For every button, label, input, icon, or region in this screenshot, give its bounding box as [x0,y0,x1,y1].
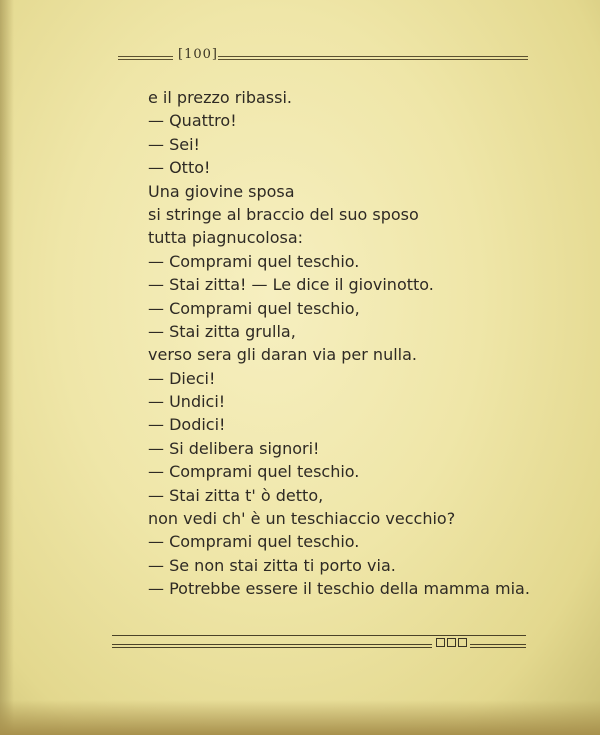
footer-rule-right [470,644,526,648]
footer-rule-top [112,635,526,636]
ornament-box [447,638,456,647]
poem-line: — Se non stai zitta ti porto via. [148,555,396,575]
poem-line: e il prezzo ribassi. [148,88,292,107]
header-rule-right [218,56,528,60]
poem-line: — Comprami quel teschio. [148,462,360,482]
poem-line: Una giovine sposa [148,181,295,201]
page-footer-ornament [112,635,528,655]
poem-line: — Stai zitta grulla, [148,321,296,341]
poem-line: non vedi ch' è un teschiaccio vecchio? [148,509,456,529]
ornament-box [458,638,467,647]
poem-line: — Undici! [148,392,226,412]
poem-line: tutta piagnucolosa: [148,228,304,248]
poem-line: verso sera gli daran via per nulla. [148,345,417,365]
poem-line: — Quattro! [148,111,237,131]
poem-line: — Potrebbe essere il teschio della mamma mia. [148,579,530,599]
page-header [118,47,528,67]
page-shadow-bottom [0,700,600,735]
poem-line: — Dieci! [148,368,216,388]
poem-line: — Stai zitta t' ò detto, [148,485,324,505]
ornament-box [436,638,445,647]
poem-line: — Dodici! [148,415,226,435]
header-rule-left [118,56,173,60]
poem-line: — Comprami quel teschio. [148,532,360,552]
page-shadow-left [0,0,14,735]
footer-box-ornament [436,638,467,647]
poem-line: — Sei! [148,134,200,154]
poem-line: — Otto! [148,158,211,178]
poem-line: — Stai zitta! — Le dice il giovinotto. [148,275,434,295]
poem-line: — Si delibera signori! [148,438,320,458]
page-number: [100] [178,47,218,62]
poem-line: — Comprami quel teschio, [148,298,360,318]
poem-line: si stringe al braccio del suo sposo [148,204,419,224]
poem-line: — Comprami quel teschio. [148,251,360,271]
poem-text [148,86,538,601]
footer-rule-left [112,644,432,648]
